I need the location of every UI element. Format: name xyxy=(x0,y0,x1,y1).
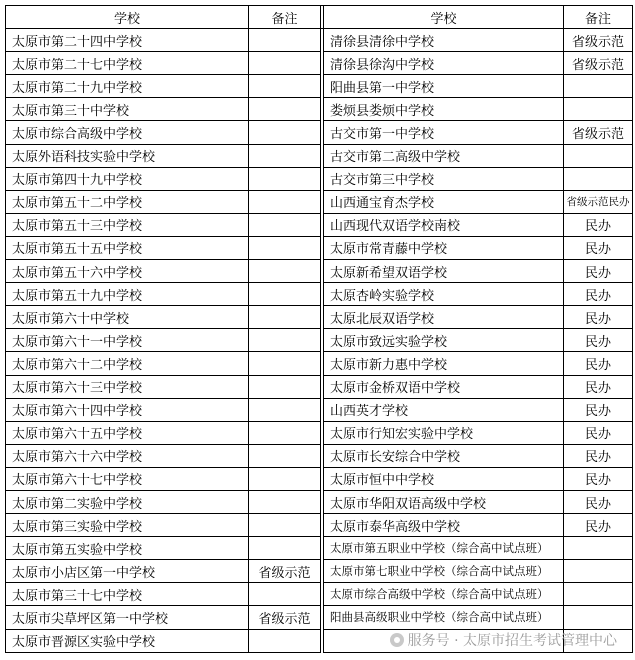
left-note-cell xyxy=(249,421,321,444)
right-school-cell: 太原杏岭实验学校 xyxy=(324,283,564,306)
table-row xyxy=(6,98,633,121)
left-note-cell: 省级示范 xyxy=(249,560,321,583)
left-note-cell xyxy=(249,52,321,75)
right-note-cell: 民办 xyxy=(564,329,633,352)
right-school-header: 学校 xyxy=(324,6,564,29)
left-school-header: 学校 xyxy=(6,6,249,29)
left-school-cell: 太原市第六十二中学校 xyxy=(6,352,249,375)
left-school-cell: 太原市第六十三中学校 xyxy=(6,375,249,398)
right-school-cell: 山西英才学校 xyxy=(324,398,564,421)
left-school-cell: 太原市综合高级中学校 xyxy=(6,121,249,144)
table-row xyxy=(6,352,633,375)
right-note-cell xyxy=(564,583,633,606)
table-row xyxy=(6,606,633,629)
right-school-cell: 太原市行知宏实验中学校 xyxy=(324,421,564,444)
left-school-cell: 太原市第二十九中学校 xyxy=(6,75,249,98)
right-note-cell xyxy=(564,75,633,98)
table-row xyxy=(6,537,633,560)
right-note-cell: 民办 xyxy=(564,260,633,283)
left-school-cell: 太原市第二十四中学校 xyxy=(6,29,249,52)
left-note-cell xyxy=(249,490,321,513)
right-school-cell: 太原市华阳双语高级中学校 xyxy=(324,490,564,513)
right-note-cell xyxy=(564,560,633,583)
right-note-cell xyxy=(564,537,633,560)
left-note-cell xyxy=(249,352,321,375)
watermark-text: 服务号 · 太原市招生考试管理中心 xyxy=(407,633,617,649)
watermark xyxy=(390,630,617,650)
table-row xyxy=(6,490,633,513)
table-row xyxy=(6,421,633,444)
right-note-cell xyxy=(564,606,633,629)
right-school-cell: 太原市致远实验学校 xyxy=(324,329,564,352)
table-row xyxy=(6,306,633,329)
left-note-cell xyxy=(249,121,321,144)
left-school-cell: 太原市第六十七中学校 xyxy=(6,467,249,490)
left-school-cell: 太原市第二实验中学校 xyxy=(6,490,249,513)
right-school-cell: 阳曲县第一中学校 xyxy=(324,75,564,98)
left-school-cell: 太原市第三十七中学校 xyxy=(6,583,249,606)
left-note-cell xyxy=(249,583,321,606)
left-school-cell: 太原市尖草坪区第一中学校 xyxy=(6,606,249,629)
left-school-cell: 太原市晋源区实验中学校 xyxy=(6,629,249,652)
right-note-cell: 民办 xyxy=(564,444,633,467)
right-note-cell: 民办 xyxy=(564,467,633,490)
table-row xyxy=(6,514,633,537)
right-school-cell: 太原市恒中中学校 xyxy=(324,467,564,490)
table-row xyxy=(6,467,633,490)
left-school-cell: 太原市第三实验中学校 xyxy=(6,514,249,537)
right-school-cell: 太原新希望双语学校 xyxy=(324,260,564,283)
right-note-cell: 省级示范 xyxy=(564,121,633,144)
left-note-cell xyxy=(249,467,321,490)
table-row xyxy=(6,283,633,306)
left-note-cell xyxy=(249,329,321,352)
left-note-cell xyxy=(249,398,321,421)
left-note-cell xyxy=(249,375,321,398)
table-row xyxy=(6,260,633,283)
table-row xyxy=(6,329,633,352)
left-note-cell xyxy=(249,444,321,467)
right-school-cell: 太原市综合高级中学校（综合高中试点班） xyxy=(324,583,564,606)
table-row xyxy=(6,213,633,236)
right-note-cell xyxy=(564,98,633,121)
table-row xyxy=(6,190,633,213)
right-note-cell: 民办 xyxy=(564,283,633,306)
left-school-cell: 太原市第五实验中学校 xyxy=(6,537,249,560)
right-school-cell: 太原市长安综合中学校 xyxy=(324,444,564,467)
right-note-cell: 民办 xyxy=(564,490,633,513)
right-note-cell: 民办 xyxy=(564,306,633,329)
left-school-cell: 太原市第六十四中学校 xyxy=(6,398,249,421)
table-row xyxy=(6,167,633,190)
table-row xyxy=(6,52,633,75)
left-note-cell xyxy=(249,75,321,98)
right-note-cell: 民办 xyxy=(564,421,633,444)
left-school-cell: 太原市第六十六中学校 xyxy=(6,444,249,467)
left-note-cell xyxy=(249,514,321,537)
school-list-table-wrapper xyxy=(5,5,632,653)
table-row xyxy=(6,75,633,98)
right-note-cell: 省级示范 xyxy=(564,52,633,75)
left-note-cell xyxy=(249,98,321,121)
left-note-cell xyxy=(249,537,321,560)
table-row xyxy=(6,29,633,52)
left-school-cell: 太原市第六十五中学校 xyxy=(6,421,249,444)
left-school-cell: 太原市小店区第一中学校 xyxy=(6,560,249,583)
left-note-cell xyxy=(249,306,321,329)
table-row xyxy=(6,444,633,467)
left-note-cell xyxy=(249,213,321,236)
right-school-cell: 山西现代双语学校南校 xyxy=(324,213,564,236)
right-school-cell: 太原市常青藤中学校 xyxy=(324,236,564,259)
right-school-cell: 清徐县清徐中学校 xyxy=(324,29,564,52)
right-note-cell xyxy=(564,167,633,190)
left-note-cell: 省级示范 xyxy=(249,606,321,629)
right-note-cell xyxy=(564,144,633,167)
table-row xyxy=(6,236,633,259)
school-list-table xyxy=(5,5,633,653)
left-school-cell: 太原外语科技实验中学校 xyxy=(6,144,249,167)
left-school-cell: 太原市第六十一中学校 xyxy=(6,329,249,352)
right-school-cell: 清徐县徐沟中学校 xyxy=(324,52,564,75)
wechat-account-icon xyxy=(390,633,404,647)
table-row xyxy=(6,121,633,144)
right-note-cell: 民办 xyxy=(564,352,633,375)
left-school-cell: 太原市第五十五中学校 xyxy=(6,236,249,259)
left-note-cell xyxy=(249,236,321,259)
left-school-cell: 太原市第五十三中学校 xyxy=(6,213,249,236)
left-school-cell: 太原市第五十二中学校 xyxy=(6,190,249,213)
left-note-cell xyxy=(249,29,321,52)
right-note-header: 备注 xyxy=(564,6,633,29)
table-row xyxy=(6,398,633,421)
left-note-cell xyxy=(249,260,321,283)
right-note-cell: 民办 xyxy=(564,514,633,537)
header-row xyxy=(6,6,633,29)
left-note-cell xyxy=(249,629,321,652)
right-note-cell: 民办 xyxy=(564,213,633,236)
left-school-cell: 太原市第三十中学校 xyxy=(6,98,249,121)
left-note-cell xyxy=(249,283,321,306)
left-note-cell xyxy=(249,190,321,213)
left-school-cell: 太原市第五十六中学校 xyxy=(6,260,249,283)
left-note-header: 备注 xyxy=(249,6,321,29)
right-school-cell: 太原市第五职业中学校（综合高中试点班） xyxy=(324,537,564,560)
table-row xyxy=(6,560,633,583)
table-row xyxy=(6,375,633,398)
right-school-cell: 古交市第一中学校 xyxy=(324,121,564,144)
right-school-cell: 太原市泰华高级中学校 xyxy=(324,514,564,537)
right-school-cell: 娄烦县娄烦中学校 xyxy=(324,98,564,121)
left-note-cell xyxy=(249,167,321,190)
right-school-cell: 阳曲县高级职业中学校（综合高中试点班） xyxy=(324,606,564,629)
right-note-cell: 省级示范民办 xyxy=(564,190,633,213)
right-note-cell: 民办 xyxy=(564,375,633,398)
left-school-cell: 太原市第六十中学校 xyxy=(6,306,249,329)
right-school-cell: 太原北辰双语学校 xyxy=(324,306,564,329)
left-note-cell xyxy=(249,144,321,167)
left-school-cell: 太原市第四十九中学校 xyxy=(6,167,249,190)
table-row xyxy=(6,583,633,606)
table-row xyxy=(6,144,633,167)
right-school-cell: 太原市第七职业中学校（综合高中试点班） xyxy=(324,560,564,583)
left-school-cell: 太原市第五十九中学校 xyxy=(6,283,249,306)
right-school-cell: 古交市第三中学校 xyxy=(324,167,564,190)
right-school-cell: 太原市金桥双语中学校 xyxy=(324,375,564,398)
right-school-cell: 古交市第二高级中学校 xyxy=(324,144,564,167)
right-note-cell: 民办 xyxy=(564,236,633,259)
right-school-cell: 太原市新力惠中学校 xyxy=(324,352,564,375)
right-school-cell: 山西通宝育杰学校 xyxy=(324,190,564,213)
right-note-cell: 民办 xyxy=(564,398,633,421)
right-note-cell: 省级示范 xyxy=(564,29,633,52)
left-school-cell: 太原市第二十七中学校 xyxy=(6,52,249,75)
